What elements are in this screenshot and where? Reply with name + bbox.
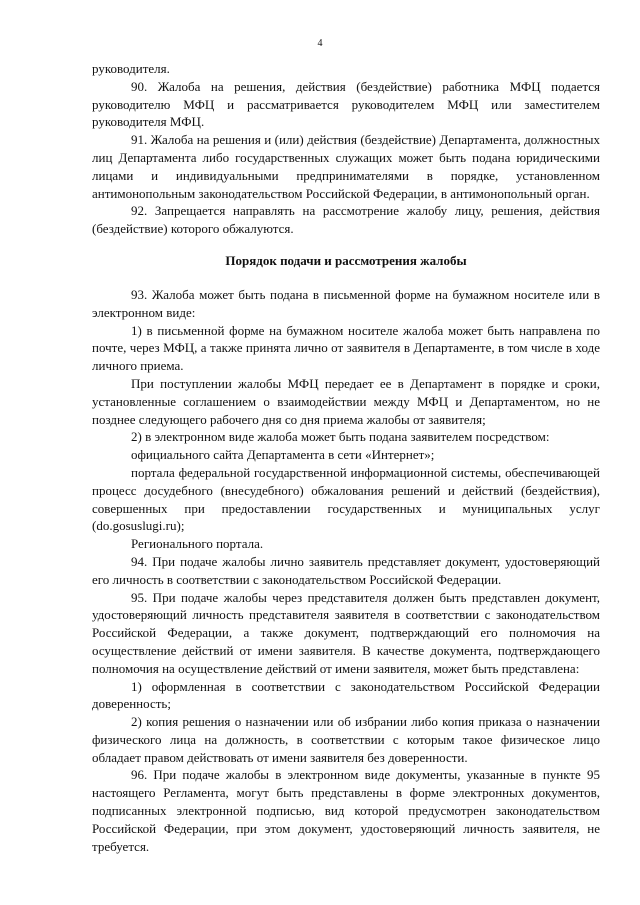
paragraph: руководителя. bbox=[92, 61, 170, 76]
paragraph: 94. При подаче жалобы лично заявитель представляет документ, удостоверяющий его личность в соответствии с законодательством Российской Федерации. bbox=[92, 553, 600, 587]
paragraph: Регионального портала. bbox=[131, 536, 264, 552]
paragraph: 91. Жалоба на решения и (или) действия (бездействие) Департамента, должностных лиц Департамента либо государственных служащих может быть подана юридическими лицами и индивидуальными предпринимателями в порядке, установленном антимонопольным законодательством Российской Федерации, в антимонопольный орган. bbox=[92, 132, 600, 201]
paragraph: 93. Жалоба может быть подана в письменной форме на бумажном носителе или в электронном виде: bbox=[92, 286, 600, 320]
paragraph: 1) в письменной форме на бумажном носителе жалоба может быть направлена по почте, через МФЦ, а также принята лично от заявителя в Департаменте, в том числе в ходе личного приема. bbox=[92, 322, 600, 374]
paragraph: 1) оформленная в соответствии с законодательством Российской Федерации доверенность; bbox=[92, 678, 600, 712]
paragraph: 2) копия решения о назначении или об избрании либо копия приказа о назначении физического лица на должность, в соответствии с которым такое физическое лицо обладает правом действовать от имени заявителя без доверенности. bbox=[92, 714, 600, 765]
paragraph: 90. Жалоба на решения, действия (бездействие) работника МФЦ подается руководителю МФЦ и рассматривается руководителем МФЦ или заместителем руководителя МФЦ. bbox=[92, 78, 600, 130]
paragraph: 95. При подаче жалобы через представителя должен быть представлен документ, удостоверяющий личность представителя заявителя в соответствии с законодательством Российской Федерации, а также документ, подтверждающий его полномочия на осуществление действий от имени заявителя. В качестве документа, подтверждающего полномочия на осуществление действий от имени заявителя, может быть представлена: bbox=[92, 589, 600, 676]
paragraph: 2) в электронном виде жалоба может быть подана заявителем посредством: bbox=[131, 429, 550, 445]
section-paragraphs-after bbox=[92, 286, 600, 856]
section-heading: Порядок подачи и рассмотрения жалобы bbox=[225, 252, 467, 268]
paragraph: 92. Запрещается направлять на рассмотрение жалобу лицу, решения, действия (бездействие) которого обжалуются. bbox=[92, 203, 600, 237]
paragraph: При поступлении жалобы МФЦ передает ее в Департамент в порядке и сроки, установленные соглашением о взаимодействии между МФЦ и Департаментом, но не позднее следующего рабочего дня со дня приема жалобы от заявителя; bbox=[92, 375, 600, 427]
page-number: 4 bbox=[317, 38, 323, 49]
section-paragraphs-before bbox=[92, 60, 600, 238]
paragraph: 96. При подаче жалобы в электронном виде документы, указанные в пункте 95 настоящего Регламента, могут быть представлены в форме электронных документов, подписанных электронной подписью, вид которой предусмотрен законодательством Российской Федерации, при этом документ, удостоверяющий личность заявителя, не требуется. bbox=[92, 767, 600, 854]
paragraph: портала федеральной государственной информационной системы, обеспечивающей процесс досудебного (внесудебного) обжалования решений и действий (бездействия), совершенных при предоставлении государственных и муниципальных услуг (do.gosuslugi.ru); bbox=[92, 464, 600, 534]
document-body bbox=[92, 60, 600, 855]
paragraph: официального сайта Департамента в сети «Интернет»; bbox=[131, 447, 435, 463]
